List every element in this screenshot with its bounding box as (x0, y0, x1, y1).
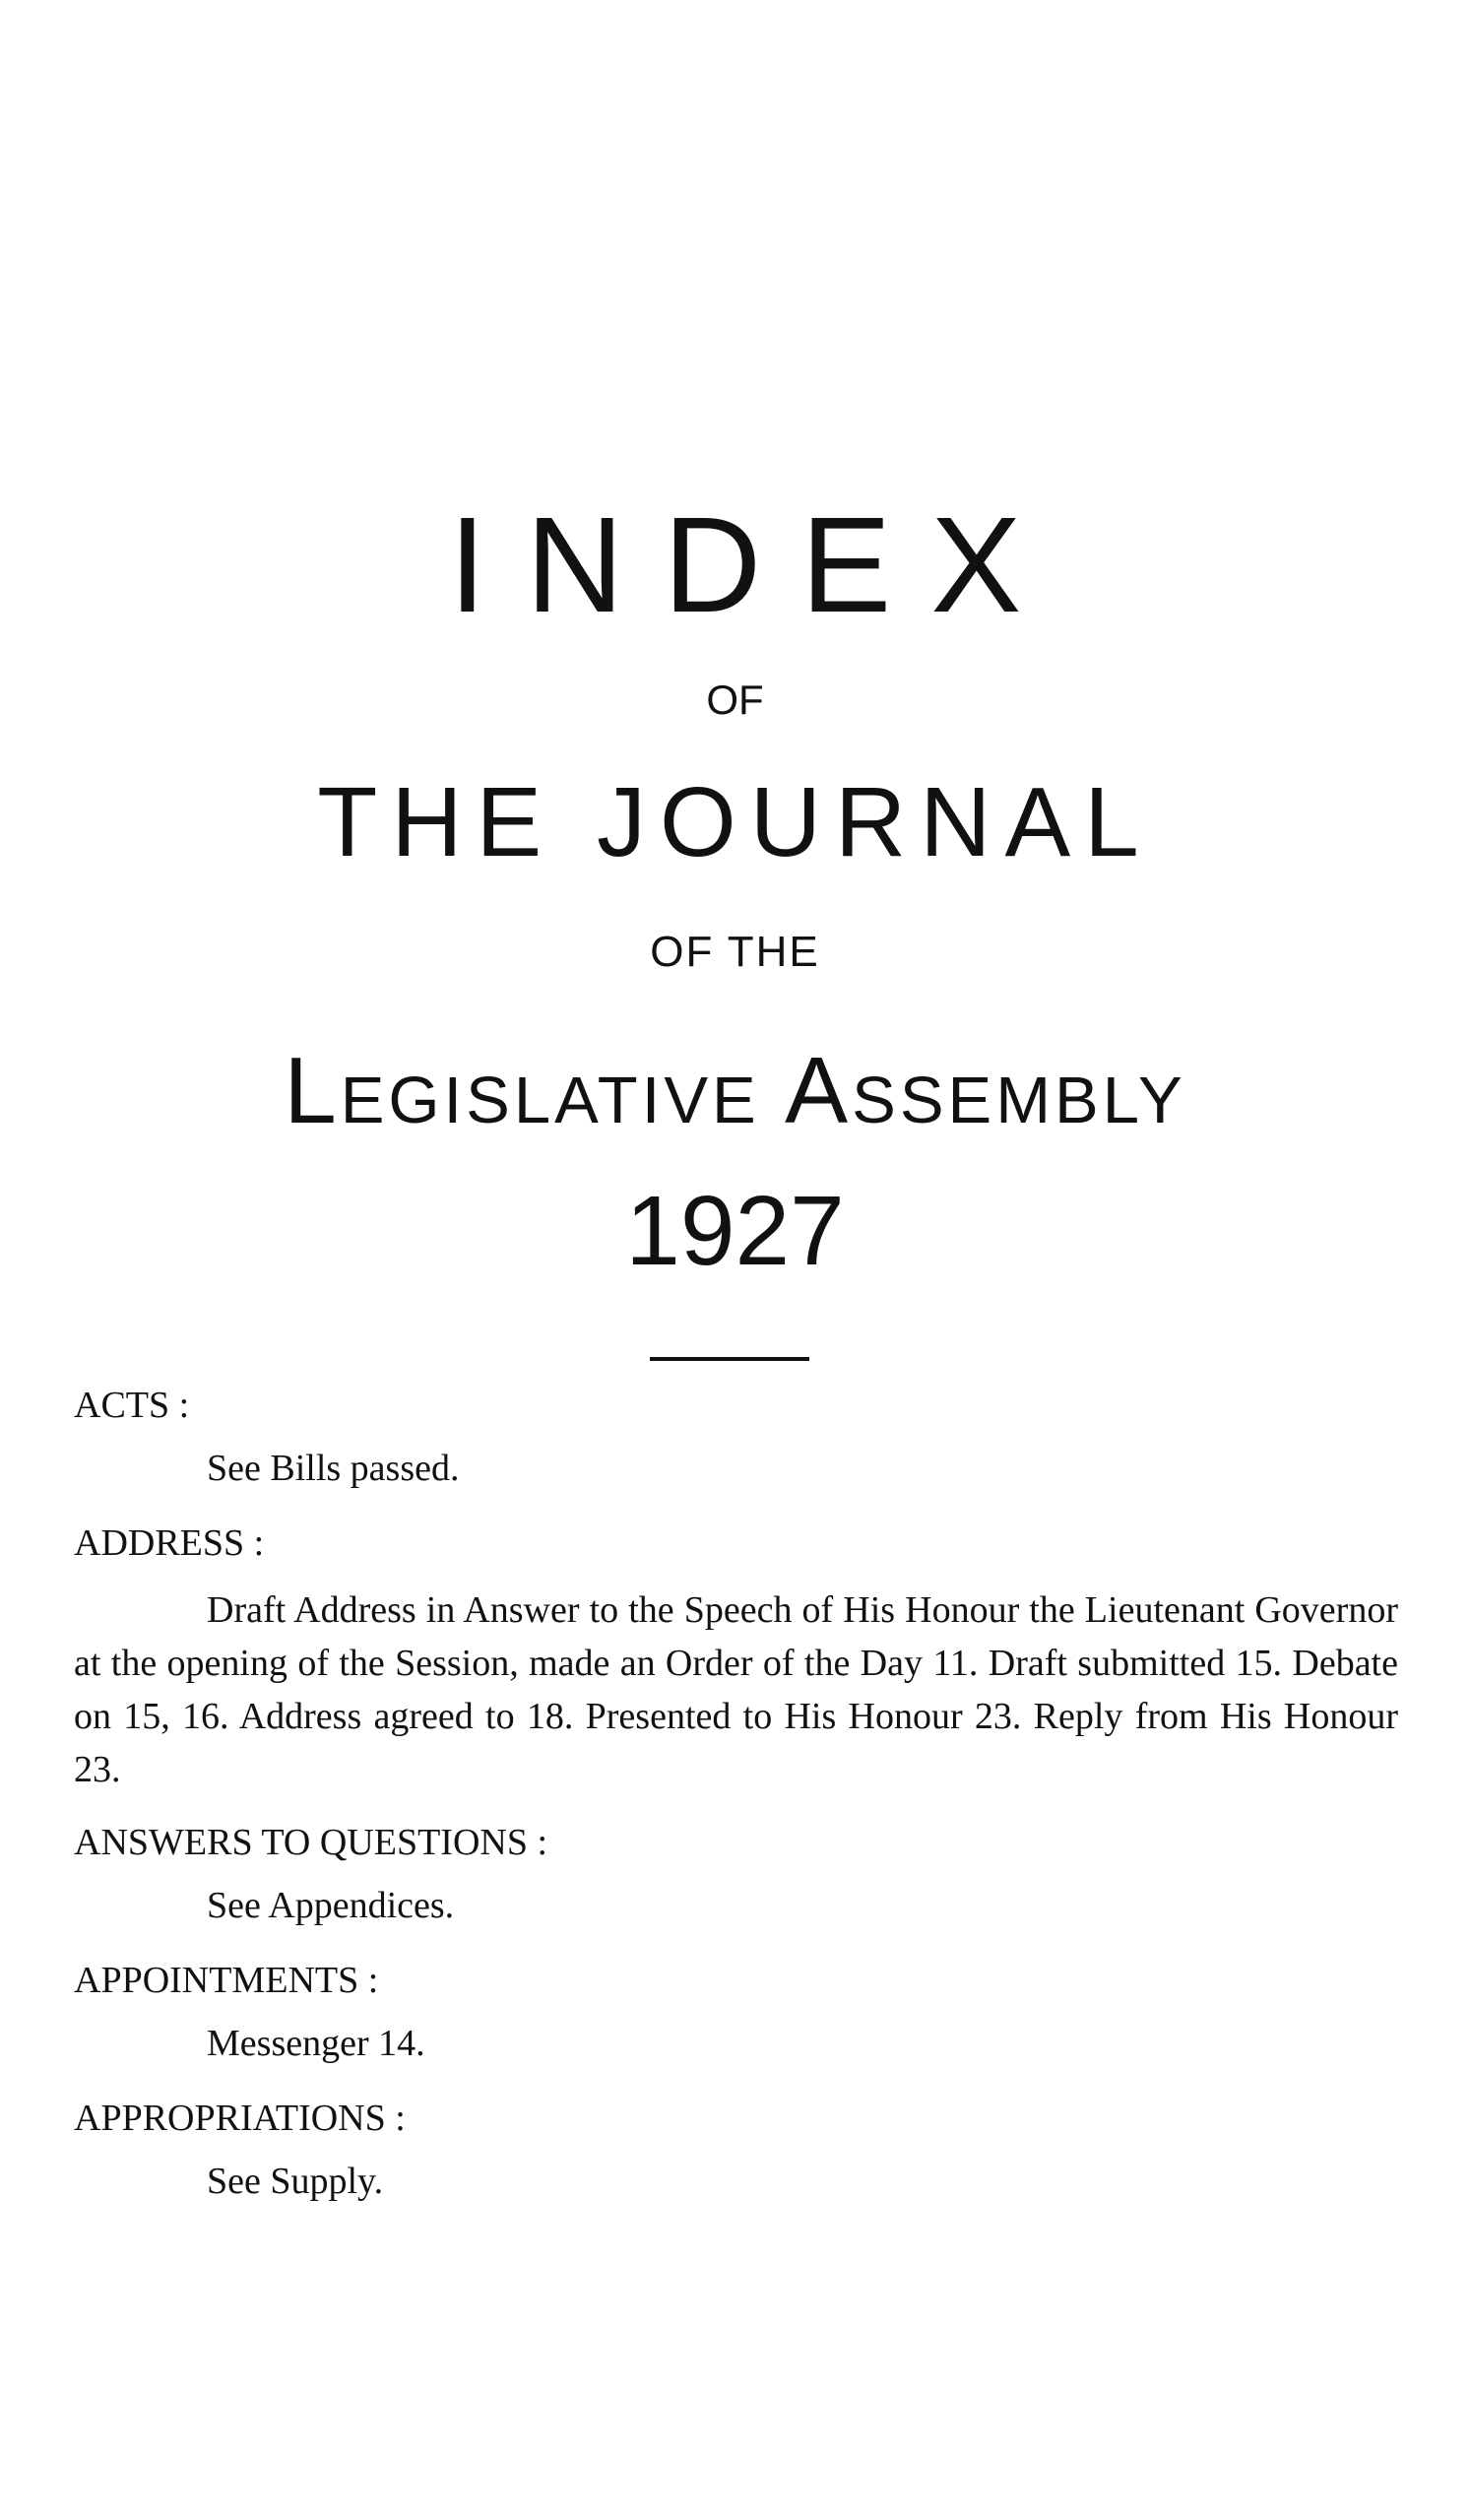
assembly-title: Legislative Assembly (284, 1038, 1186, 1143)
entry-text: See Appendices. (207, 1885, 455, 1926)
entry-answers-to-questions (74, 1816, 1398, 1932)
entry-text: Messenger 14. (207, 2023, 425, 2064)
entry-heading: APPOINTMENTS : (74, 1960, 379, 2001)
entry-text: Draft Address in Answer to the Speech of His Honour the Lieutenant Governor at the opening of the Session, made an Order of the Day 11. Draft submitted 15. Debate on 15, 16. Address agreed to 18. Presented to His Honour 23. Reply from His Honour 23. (74, 1589, 1398, 1790)
year-label: 1927 (625, 1176, 845, 1286)
entry-address (74, 1517, 1398, 1796)
title-divider (650, 1357, 809, 1361)
of-label: OF (706, 677, 764, 723)
entry-heading: ACTS : (74, 1385, 190, 1426)
entry-appointments (74, 1954, 1398, 2070)
index-title: INDEX (448, 489, 1061, 641)
of-the-label: OF THE (650, 928, 820, 976)
entry-heading: ADDRESS : (74, 1522, 265, 1564)
entry-heading: ANSWERS TO QUESTIONS : (74, 1822, 548, 1863)
entry-text: See Supply. (207, 2161, 384, 2202)
entry-text: See Bills passed. (207, 1448, 460, 1489)
entry-heading: APPROPRIATIONS : (74, 2098, 406, 2139)
journal-title: THE JOURNAL (317, 767, 1153, 877)
entry-acts (74, 1379, 1398, 1495)
entry-appropriations (74, 2092, 1398, 2208)
index-entries (74, 1379, 1398, 2229)
